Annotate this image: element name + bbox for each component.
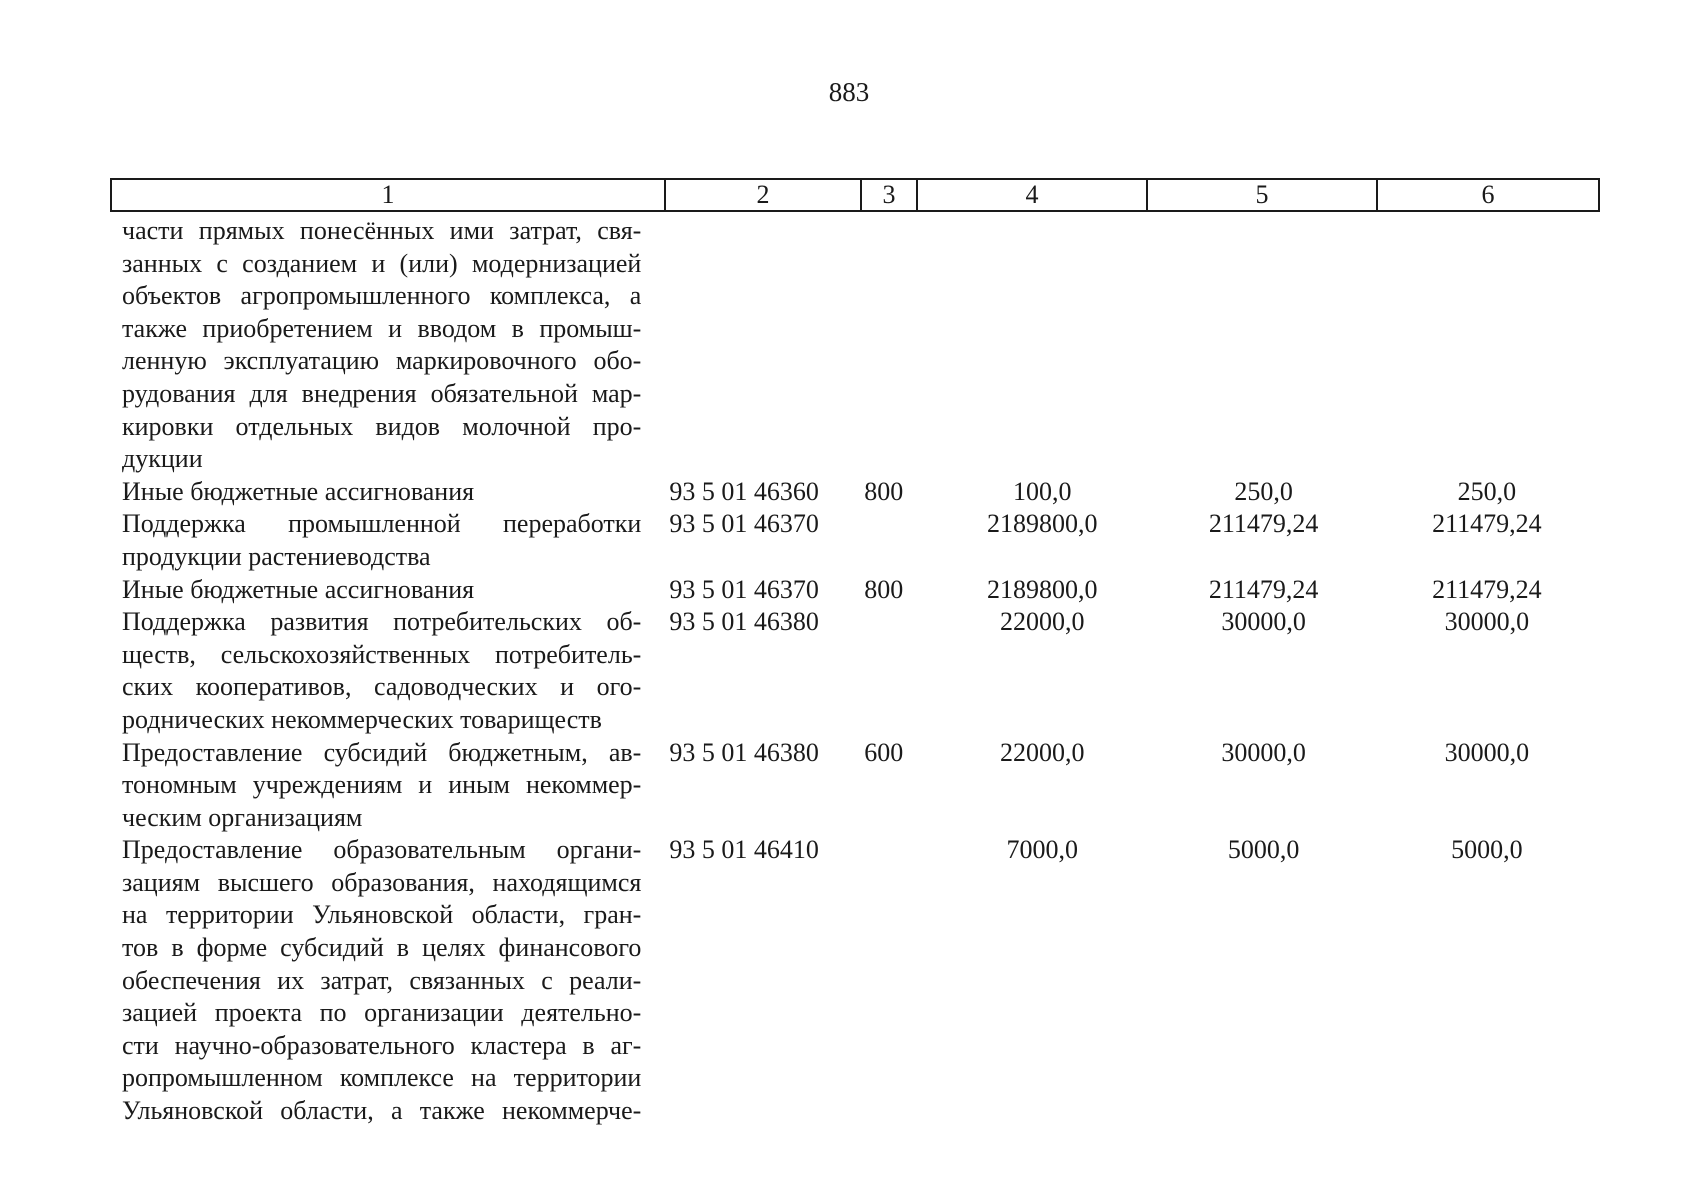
row-code: 93 5 01 46360 (669, 476, 819, 506)
header-col-5: 5 (1147, 179, 1377, 211)
description-line: обеспечения их затрат, связанных с реали- (122, 965, 642, 995)
description-line: ческим организациям (122, 802, 363, 832)
description-line: также приобретением и вводом в промыш- (122, 313, 642, 343)
description-line: ществ, сельскохозяйственных потребитель- (122, 639, 642, 669)
header-col-6: 6 (1377, 179, 1599, 211)
row-value-col4: 2189800,0 (987, 574, 1098, 604)
description-line: ропромышленном комплексе на территории (122, 1063, 642, 1093)
row-value-col5: 30000,0 (1221, 737, 1306, 767)
row-value-col5: 211479,24 (1208, 574, 1319, 604)
row-description (122, 737, 641, 835)
row-value-col6: 250,0 (1457, 476, 1517, 506)
description-line: сти научно-образовательного кластера в аг- (122, 1030, 642, 1060)
row-expense-type: 800 (864, 574, 904, 604)
description-line: дукции (122, 444, 203, 474)
table-row (122, 834, 1598, 1127)
description-line: занных с созданием и (или) модернизацией (122, 248, 642, 278)
row-expense-type: 600 (864, 737, 904, 767)
row-value-col6: 211479,24 (1432, 574, 1542, 604)
description-line: Предоставление субсидий бюджетным, ав- (122, 737, 642, 767)
description-line: рудования для внедрения обязательной мар- (122, 378, 642, 408)
table-row (122, 508, 1598, 573)
row-description (122, 476, 641, 509)
description-line: ленную эксплуатацию маркировочного обо- (122, 346, 642, 376)
row-code: 93 5 01 46410 (669, 835, 819, 865)
row-value-col5: 30000,0 (1221, 607, 1306, 637)
row-value-col6: 30000,0 (1444, 607, 1530, 637)
description-line: Ульяновской области, а также некоммерче- (122, 1096, 642, 1126)
row-value-col6: 30000,0 (1444, 737, 1530, 767)
table-row (122, 737, 1598, 835)
table-row (122, 215, 1598, 476)
description-line: зацией проекта по организации деятельно- (122, 998, 642, 1028)
description-line: кировки отдельных видов молочной про- (122, 411, 642, 441)
header-col-4: 4 (917, 179, 1147, 211)
description-line: объектов агропромышленного комплекса, а (122, 281, 642, 311)
description-line: части прямых понесённых ими затрат, свя- (122, 216, 642, 245)
row-value-col4: 100,0 (1013, 476, 1072, 506)
description-line: продукции растениеводства (122, 541, 431, 571)
description-line: Поддержка развития потребительских об- (122, 607, 642, 637)
description-line: Иные бюджетные ассигнования (122, 574, 475, 604)
description-line: Поддержка промышленной переработки (122, 509, 642, 539)
row-value-col4: 2189800,0 (987, 509, 1098, 539)
row-code: 93 5 01 46370 (669, 574, 819, 604)
description-line: Иные бюджетные ассигнования (122, 476, 475, 506)
row-value-col4: 22000,0 (1000, 607, 1085, 637)
row-value-col6: 5000,0 (1451, 835, 1523, 865)
row-value-col5: 211479,24 (1208, 509, 1319, 539)
header-col-1: 1 (111, 179, 665, 211)
row-description (122, 574, 641, 607)
table-row (122, 606, 1598, 736)
description-line: ских кооперативов, садоводческих и ого- (122, 672, 642, 702)
description-line: тономным учреждениям и иным некоммер- (122, 770, 642, 800)
row-code: 93 5 01 46370 (669, 509, 819, 539)
row-value-col5: 250,0 (1234, 476, 1293, 506)
table-header (110, 178, 1600, 212)
page-number: 883 (828, 77, 870, 107)
row-code: 93 5 01 46380 (669, 737, 819, 767)
row-description (122, 606, 641, 736)
table-body (122, 215, 1598, 1128)
table-row (122, 574, 1598, 607)
header-col-3: 3 (861, 179, 917, 211)
row-value-col4: 7000,0 (1006, 835, 1079, 865)
description-line: зациям высшего образования, находящимся (122, 867, 642, 897)
row-code: 93 5 01 46380 (669, 607, 819, 637)
row-expense-type: 800 (864, 476, 904, 506)
row-description (122, 508, 641, 573)
description-line: тов в форме субсидий в целях финансового (122, 933, 642, 963)
description-line: роднических некоммерческих товариществ (122, 704, 602, 734)
row-value-col5: 5000,0 (1227, 835, 1300, 865)
row-description (122, 834, 641, 1127)
row-value-col6: 211479,24 (1432, 509, 1542, 539)
row-description (122, 215, 641, 476)
table-row (122, 476, 1598, 509)
description-line: на территории Ульяновской области, гран- (122, 900, 642, 930)
description-line: Предоставление образовательным органи- (122, 835, 642, 865)
header-col-2: 2 (665, 179, 861, 211)
row-value-col4: 22000,0 (1000, 737, 1085, 767)
